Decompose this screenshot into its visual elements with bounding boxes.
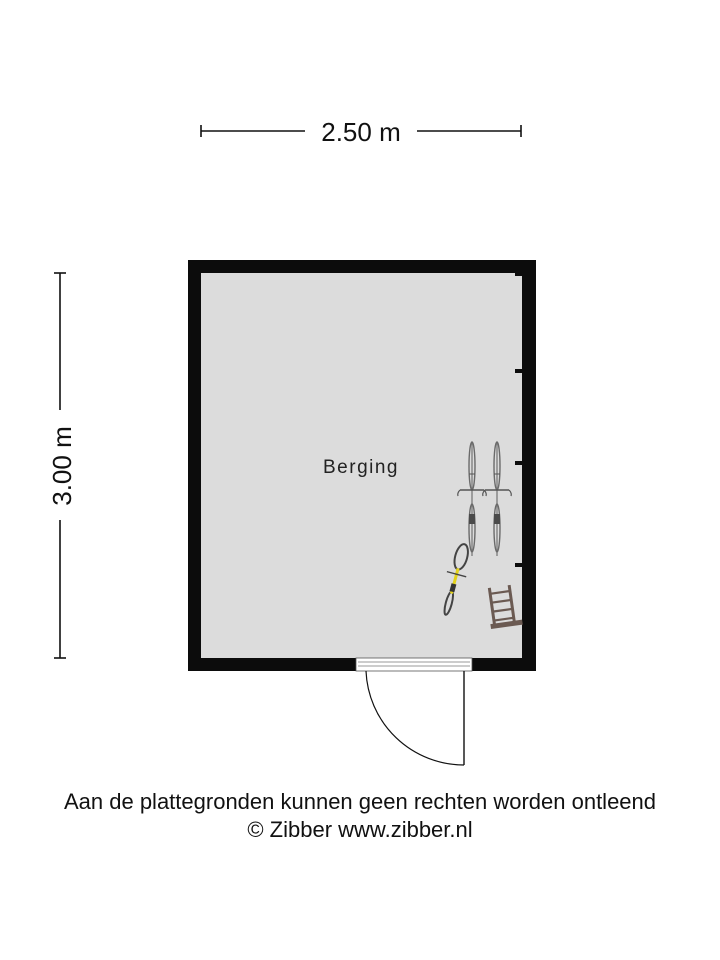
wall-mark xyxy=(515,369,522,373)
room-label: Berging xyxy=(323,457,399,478)
width-label: 2.50 m xyxy=(321,117,401,147)
height-dimension xyxy=(47,273,77,658)
door-opening xyxy=(356,658,472,671)
width-dimension xyxy=(201,117,521,147)
disclaimer-text: Aan de plattegronden kunnen geen rechten worden ontleend xyxy=(63,789,657,814)
wall-mark xyxy=(515,461,522,465)
height-label: 3.00 m xyxy=(47,426,77,506)
room-berging xyxy=(188,260,536,671)
door-swing-arc xyxy=(366,671,464,765)
copyright-text: © Zibber www.zibber.nl xyxy=(247,817,473,842)
door[interactable] xyxy=(356,658,472,765)
wall-mark xyxy=(515,563,522,567)
wall-mark xyxy=(515,272,522,276)
